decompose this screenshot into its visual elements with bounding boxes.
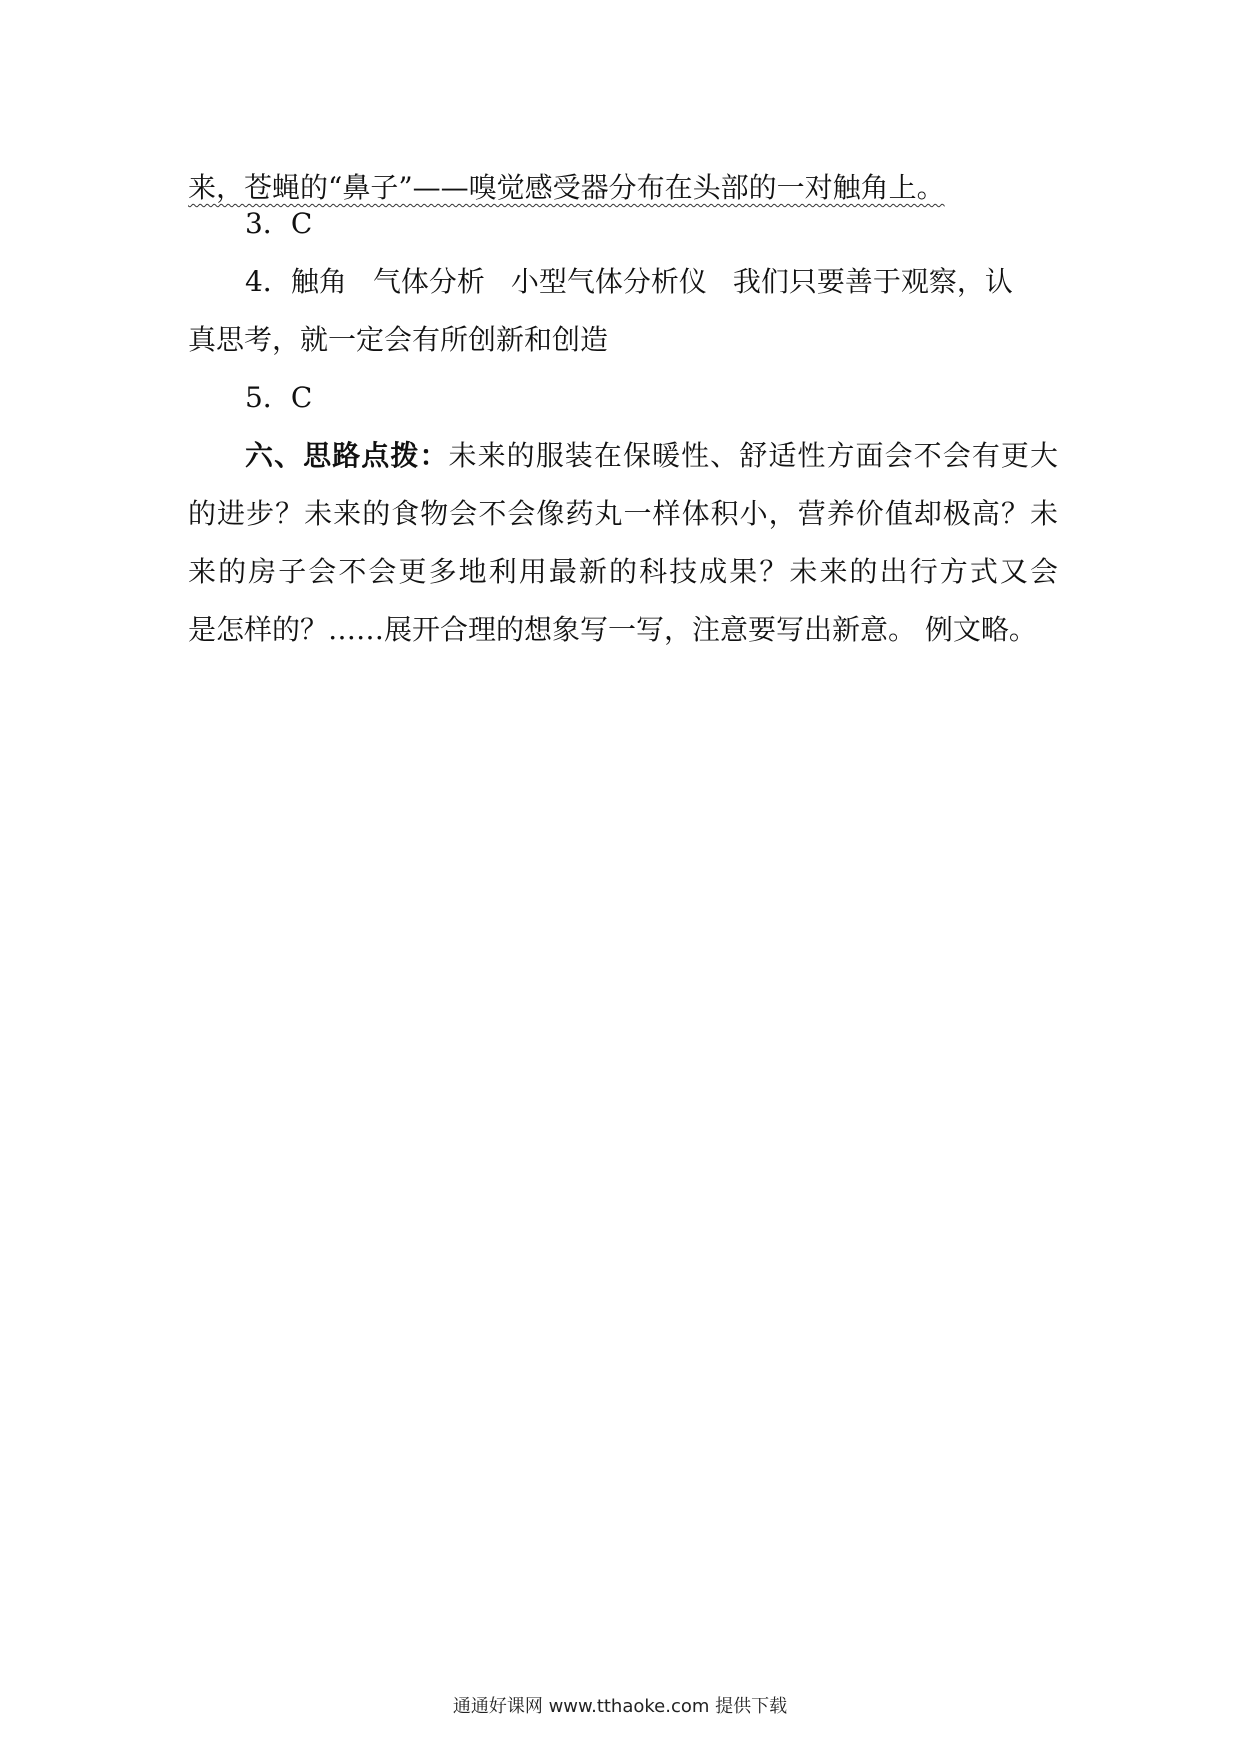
answer-item-4 (245, 262, 1058, 302)
answer-item-3: 3．C (245, 207, 313, 240)
section-label: 六、思路点拨： (245, 439, 449, 472)
answer-item-6-line-2: 的进步？未来的食物会不会像药丸一样体积小，营养价值却极高？未 (188, 497, 1058, 530)
underlined-answer-text: 来，苍蝇的“鼻子”——嗅觉感受器分布在头部的一对触角上。 (188, 171, 945, 204)
footer-source-text: 通通好课网 www.tthaoke.com 提供下载 (452, 1696, 788, 1717)
item-number: 4． (245, 265, 291, 298)
answer-blank-4: 我们只要善于观察，认 (732, 265, 1013, 298)
answer-blank-2: 气体分析 (372, 265, 485, 298)
answer-blank-1: 触角 (290, 265, 347, 298)
paragraph-text: 未来的服装在保暖性、舒适性方面会不会有更大 (448, 439, 1058, 472)
answer-item-6-line-3: 来的房子会不会更多地利用最新的科技成果？未来的出行方式又会 (188, 555, 1058, 588)
answer-item-6-line-1 (245, 436, 1058, 476)
answer-blank-3: 小型气体分析仪 (510, 265, 707, 298)
answer-item-4-continuation: 真思考，就一定会有所创新和创造 (188, 323, 609, 356)
paragraph-line (188, 168, 1058, 208)
answer-item-5: 5．C (245, 381, 313, 414)
answer-item-6-line-4: 是怎样的？……展开合理的想象写一写，注意要写出新意。 例文略。 (188, 613, 1037, 646)
